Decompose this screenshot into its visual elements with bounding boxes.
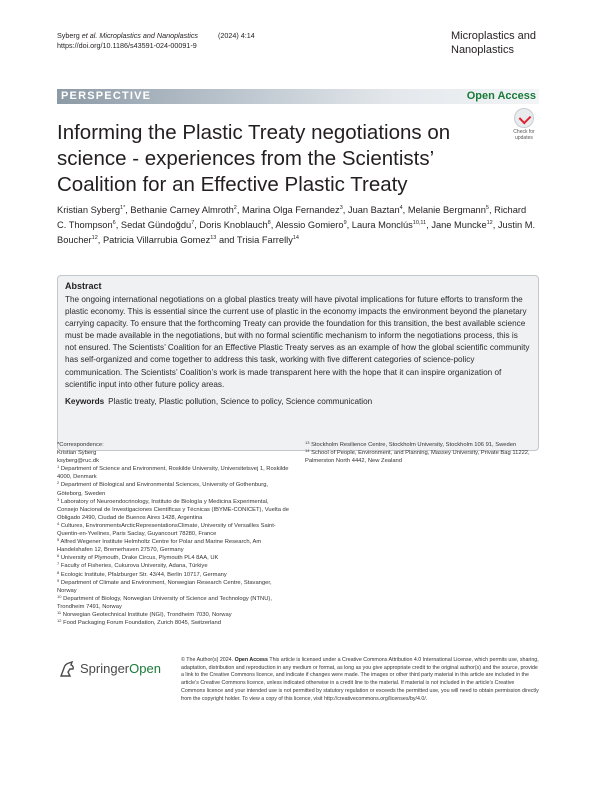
author-list: Kristian Syberg$^{1*}$, Bethanie Carney Almroth$^2$, Marina Olga Fernandez$^3$, Juan Baztan$^4$, Melanie Bergmann$^5$, Richard C. Thompson$^6$, Sedat Gündoğdu$^7$, Doris Knoblauch$^8$, Alessio Gomiero$^9$, Laura Monclús$^{10,11}$, Jane Muncke$^{12}$, Justin M. Boucher$^{12}$, Patricia Villarrubia Gomez$^{13}$ and Trisia Farrelly$^{14}$	[57, 205, 536, 245]
affiliation-number: 4	[57, 520, 60, 526]
author-affiliation-mark: 4	[399, 205, 403, 211]
springer-horse-icon	[57, 659, 77, 679]
affiliation-number: 7	[57, 561, 60, 567]
publisher-logo	[57, 658, 167, 682]
affiliation-number: 14	[305, 448, 310, 454]
doi-link[interactable]: https://doi.org/10.1186/s43591-024-00091-9	[57, 41, 197, 50]
affiliation-number: 11	[57, 609, 62, 615]
author-affiliation-mark: 14	[292, 234, 299, 241]
author-name[interactable]: Melanie Bergmann	[407, 205, 486, 215]
author-affiliation-mark: 3	[339, 205, 343, 211]
author-name[interactable]: Jane Muncke	[431, 219, 487, 230]
affiliation-number: 3	[57, 496, 60, 502]
footnotes-right	[305, 441, 537, 465]
affiliation-number: 8	[57, 569, 60, 575]
affiliation-number: 12	[57, 618, 62, 624]
affiliation-item: $^6$ University of Plymouth, Drake Circus, Plymouth PL4 8AA, UK	[57, 553, 219, 562]
author-affiliation-mark: 5	[485, 205, 489, 211]
affiliation-item: $^9$ Department of Climate and Environment, Norwegian Research Centre, Stavanger, Norway	[57, 577, 272, 594]
affiliation-item: $^{11}$ Norwegian Geotechnical Institute (NGI), Trondheim 7030, Norway	[57, 609, 232, 618]
affiliation-number: 6	[57, 553, 60, 559]
license-text: © The Author(s) 2024. Open Access This article is licensed under a Creative Commons Attribution 4.0 International License, which permits use, sharing, adaptation, distribution and reproduction in any medium or format, as long as you give appropriate credit to the original author(s) and the source, provide a link to the Creative Commons licence, and indicate if changes were made. The images or other third party material in this article are included in the article’s Creative Commons licence, unless indicated otherwise in a credit line to the material. If material is not included in the article’s Creative Commons licence and your intended use is not permitted by statutory regulation or exceeds the permitted use, you will need to obtain permission directly from the copyright holder. To view a copy of this licence, visit http://creativecommons.org/licenses/by/4.0/.	[181, 657, 539, 702]
correspondence-name: Kristian Syberg	[57, 450, 97, 457]
author-affiliation-mark: 9	[343, 219, 347, 226]
footnotes-left	[57, 441, 289, 627]
affiliation-item: $^{10}$ Department of Biology, Norwegian University of Science and Technology (NTNU), Trondheim 7491, Norway	[57, 593, 272, 610]
affiliation-item: $^8$ Ecologic Institute, Pfalzburger Str. 43/44, Berlin 10717, Germany	[57, 569, 227, 578]
article-type-label: PERSPECTIVE	[61, 90, 152, 102]
keywords-list: Plastic treaty, Plastic pollution, Science to policy, Science communication	[108, 396, 373, 406]
keywords	[65, 396, 531, 408]
affiliation-number: 9	[57, 577, 60, 583]
affiliation-item: $^{13}$ Stockholm Resilience Centre, Stockholm University, Stockholm 106 91, Sweden	[305, 440, 517, 448]
author-name[interactable]: Bethanie Carney Almroth	[130, 205, 234, 215]
affiliation-item: $^4$ Cultures, EnvironmentsArcticRepresentationsClimate, University of Versailles Saint-Quentin-en-Yvelines, Paris Saclay, Guyancourt 78280, France	[57, 520, 276, 538]
author-name[interactable]: Doris Knoblauch	[199, 219, 268, 230]
author-affiliation-mark: 13	[210, 234, 217, 241]
author-affiliation-mark: 7	[191, 219, 195, 226]
abstract-heading: Abstract	[65, 281, 102, 291]
affiliation-number: 2	[57, 480, 60, 486]
affiliation-item: $^5$ Alfred Wegener Institute Helmholtz Centre for Polar and Marine Research, Am Handelshafen 12, Bremerhaven 27570, Germany	[57, 537, 262, 554]
affiliation-item: $^1$ Department of Science and Environment, Roskilde University, Universitetsvej 1, Roskilde 4000, Denmark	[57, 464, 289, 481]
check-updates-label: Check for updates	[513, 129, 535, 141]
keywords-label: Keywords	[65, 396, 105, 406]
author-affiliation-mark: 1*	[120, 205, 126, 211]
author-affiliation-mark: 2	[233, 205, 237, 211]
author-name[interactable]: Richard C. Thompson	[57, 205, 527, 230]
affiliation-item: $^3$ Laboratory of Neuroendocrinology, Instituto de Biología y Medicina Experimental, Consejo Nacional de Investigaciones Científicas y Técnicas (IBYME-CONICET), Vuelta de Obligado 2490, Ciudad de Buenos Aires 1428, Argentina	[57, 496, 289, 521]
affiliation-number: 10	[57, 593, 62, 599]
author-name[interactable]: Justin M. Boucher	[57, 219, 536, 245]
affiliation-number: 1	[57, 464, 60, 470]
correspondence-email[interactable]: ksyberg@ruc.dk	[57, 458, 99, 465]
check-for-updates-badge[interactable]	[509, 108, 539, 144]
author-name[interactable]: Trisia Farrelly	[236, 234, 293, 245]
affiliation-number: 13	[305, 440, 310, 445]
open-access-label: Open Access	[466, 90, 536, 102]
check-updates-icon	[514, 108, 534, 128]
citation-line: Syberg et al. Microplastics and Nanoplastics (2024) 4:14	[57, 31, 255, 40]
affiliation-item: $^{12}$ Food Packaging Forum Foundation, Zurich 8045, Switzerland	[57, 618, 221, 627]
affiliation-number: 5	[57, 537, 60, 543]
author-name[interactable]: Alessio Gomiero	[275, 219, 344, 230]
author-affiliation-mark: 6	[112, 219, 116, 226]
author-affiliation-mark: 8	[267, 219, 271, 226]
article-type-bar	[57, 89, 539, 104]
author-name[interactable]: Marina Olga Fernandez	[242, 205, 340, 215]
journal-name: Microplastics and Nanoplastics	[451, 30, 536, 56]
affiliation-item: $^2$ Department of Biological and Environmental Sciences, University of Gothenburg, Göteborg, Sweden	[57, 480, 269, 497]
running-header	[57, 31, 255, 51]
author-name[interactable]: Kristian Syberg	[57, 205, 121, 215]
publisher-wordmark: SpringerOpen	[80, 661, 161, 676]
correspondence-label: *Correspondence:	[57, 442, 104, 448]
author-name[interactable]: Sedat Gündoğdu	[120, 219, 192, 230]
affiliation-item: $^{14}$ School of People, Environment, and Planning, Massey University, Private Bag 11222, Palmerston North 4442, New Zealand	[305, 448, 530, 465]
author-affiliation-mark: 12	[91, 234, 98, 241]
author-name[interactable]: Laura Monclús	[351, 219, 413, 230]
abstract-text: The ongoing international negotiations on a global plastics treaty will have pivotal implications for future efforts to transform the plastic economy. This is essential since the current use of plastic in the economy impacts the environment beyond the planetary carrying capacity. To ensure that the forthcoming Treaty can provide the foundation for this transition, the best available science must be made available in the negotiations, but with no formal scientific mechanism to inform the negotiations process, this is not ensured. The Scientists’ Coalition for an Effective Plastic Treaty serves as an example of how the global scientific community has self-organized and come together to address this task, working with five different categories of science-policy communication. The Scientists’ Coalition’s work is made transparent here with the hope that it can inspire organization of scientific input into other future policy areas.	[65, 295, 530, 389]
affiliation-item: $^7$ Faculty of Fisheries, Cukurova University, Adana, Türkiye	[57, 561, 208, 570]
author-affiliation-mark: 12	[486, 219, 493, 226]
article-title: Informing the Plastic Treaty negotiations on science - experiences from the Scientists’ Coalition for an Effective Plastic Treaty	[57, 121, 451, 196]
author-affiliation-mark: 10,11	[412, 219, 427, 226]
author-name[interactable]: Patricia Villarrubia Gomez	[102, 234, 211, 245]
author-name[interactable]: Juan Baztan	[347, 205, 400, 215]
